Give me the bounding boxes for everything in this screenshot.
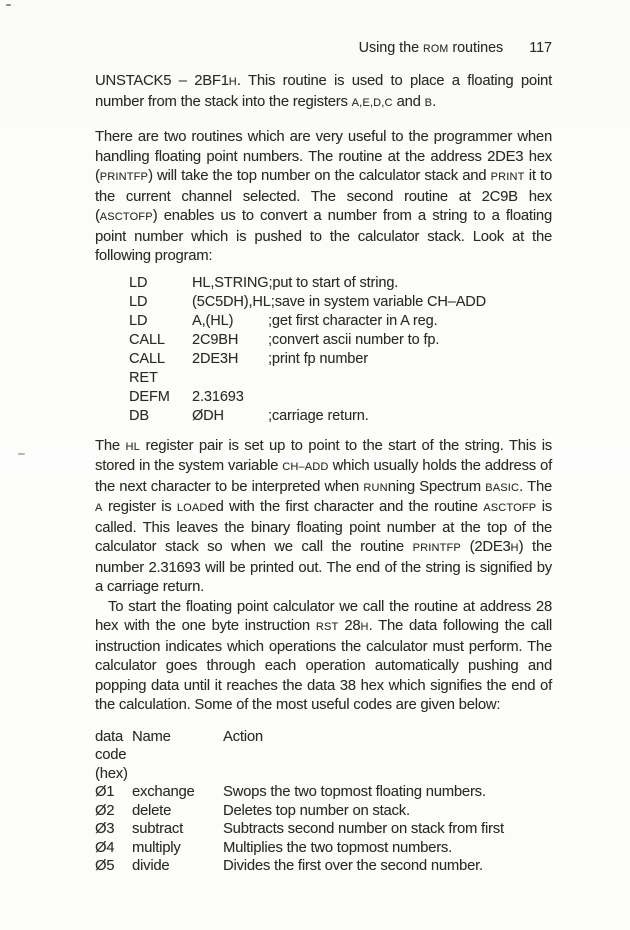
paragraph-two-routines: There are two routines which are very useful to the programmer when handling floating point numbers. The routine at the address 2DE3 hex (PRINTFP) will take the top number on the calculator stack and PRINT it to the current channel selected. The second routine at 2C9B hex (ASCTOFP) enables us to convert a number from a string to a floating point number which is pushed to the calculator stack. Look at the following program: — [95, 129, 552, 264]
cell-action: Divides the first over the second number. — [223, 858, 483, 874]
code-opcode: CALL — [129, 350, 165, 367]
code-row — [129, 350, 552, 369]
code-operand: 2DE3H — [192, 350, 239, 367]
table-row — [95, 783, 552, 802]
code-opcode: CALL — [129, 331, 165, 348]
table-header-action: Action — [223, 728, 263, 745]
small-caps-text: BASIC — [485, 481, 520, 494]
small-caps-text: H — [360, 621, 369, 633]
cell-name: multiply — [132, 839, 181, 856]
table-header-row — [95, 728, 552, 784]
code-row — [129, 274, 552, 293]
code-row — [129, 331, 552, 350]
code-comment — [268, 388, 552, 407]
small-caps-text: H — [228, 76, 237, 88]
page-header — [95, 40, 552, 57]
code-opcode: LD — [129, 293, 148, 310]
code-operand: 2.31693 — [192, 388, 244, 405]
table-row — [95, 857, 552, 876]
small-caps-text: ROM — [423, 43, 449, 55]
code-comment: ;put to start of string. — [268, 274, 399, 291]
code-comment: ;convert ascii number to fp. — [268, 331, 440, 348]
code-operand: (5C5DH),HL — [192, 293, 271, 310]
small-caps-text: H — [510, 542, 519, 554]
code-comment: ;save in system variable CH–ADD — [270, 293, 487, 310]
small-caps-text: A,E,D,C — [351, 96, 393, 109]
codes-table-body — [95, 783, 552, 876]
paragraph-unstack5: UNSTACK5 – 2BF1H. This routine is used to place a floating point number from the stack into the registers A,E,D,C and B. — [95, 73, 552, 110]
code-row — [129, 388, 552, 407]
small-caps-text: ASCTOFP — [483, 502, 537, 514]
small-caps-text: PRINTFP — [99, 171, 149, 183]
page-number: 117 — [529, 40, 552, 56]
cell-data-code: Ø1 — [95, 784, 115, 800]
small-caps-text: PRINTFP — [412, 542, 461, 554]
running-title: Using the ROM routines — [358, 40, 504, 56]
scan-artifact — [18, 453, 25, 455]
code-opcode: DEFM — [129, 388, 170, 405]
code-row — [129, 293, 552, 312]
cell-name: subtract — [132, 821, 184, 837]
cell-action: Swops the two topmost floating numbers. — [223, 784, 486, 800]
small-caps-text: B — [424, 96, 433, 109]
paragraph-hl-register: The HL register pair is set up to point to the start of the string. This is stored in the system variable CH–ADD which usually holds the address of the next character to be interpreted when RUNning Spectrum BASIC. The A register is LOADed with the first character and the routine ASCTOFP is called. This leaves the binary floating point number at the top of the calculator stack so when we call the routine PRINTFP (2DE3H) the number 2.31693 will be printed out. The end of the string is signified by a carriage return. — [95, 437, 553, 595]
table-header-name: Name — [132, 728, 171, 745]
code-row — [129, 369, 552, 388]
paragraph-to-start: To start the floating point calculator we call the routine at address 28 hex with the one byte instruction RST 28H. The data following the call instruction indicates which operations the calculator must perform. The calculator goes through each operation automatically pushing and popping data until it reaches the data 38 hex which signifies the end of the calculation. Some of the most useful codes are given below: — [95, 598, 553, 713]
code-opcode: LD — [129, 274, 148, 291]
code-comment: ;get first character in A reg. — [268, 312, 438, 329]
cell-action: Subtracts second number on stack from first — [223, 821, 504, 837]
code-opcode: LD — [129, 312, 148, 329]
table-row — [95, 802, 552, 821]
cell-data-code: Ø4 — [95, 839, 115, 856]
code-row — [129, 312, 552, 331]
code-row — [129, 407, 552, 426]
table-row — [95, 820, 552, 839]
small-caps-text: RUN — [363, 481, 388, 494]
small-caps-text: PRINT — [490, 171, 525, 183]
code-operand: 2C9BH — [192, 331, 239, 348]
code-operand: A,(HL) — [192, 312, 234, 329]
code-opcode: DB — [129, 407, 149, 424]
code-operand: ØDH — [192, 407, 224, 424]
code-comment: ;print fp number — [268, 350, 368, 367]
code-listing — [129, 274, 552, 426]
code-opcode: RET — [129, 369, 158, 386]
code-operand — [192, 369, 268, 388]
table-row — [95, 839, 552, 858]
table-header-data-code-hex: data code (hex) — [95, 728, 128, 782]
code-comment — [268, 369, 552, 388]
cell-action: Deletes top number on stack. — [223, 802, 410, 819]
small-caps-text: LOAD — [176, 502, 208, 514]
cell-data-code: Ø2 — [95, 802, 115, 819]
code-operand: HL,STRING — [192, 274, 269, 291]
page-content — [95, 40, 552, 876]
small-caps-text: ASCTOFP — [99, 211, 153, 223]
cell-action: Multiplies the two topmost numbers. — [223, 839, 453, 856]
small-caps-text: A — [95, 502, 103, 514]
cell-data-code: Ø5 — [95, 858, 115, 874]
small-caps-text: CH–ADD — [282, 461, 329, 473]
code-comment: ;carriage return. — [268, 407, 369, 424]
cell-name: divide — [132, 858, 170, 874]
codes-table — [95, 728, 552, 876]
small-caps-text: HL — [125, 440, 140, 453]
cell-name: delete — [132, 802, 172, 819]
cell-name: exchange — [132, 784, 195, 800]
cell-data-code: Ø3 — [95, 821, 115, 837]
scan-artifact — [6, 4, 11, 6]
small-caps-text: RST — [315, 621, 339, 633]
